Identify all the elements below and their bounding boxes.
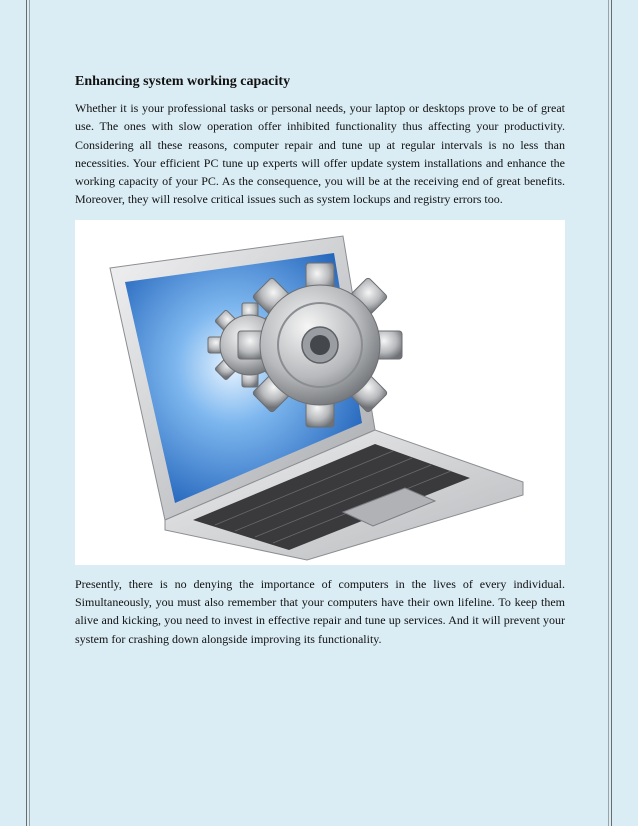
large-gear-icon (238, 263, 402, 427)
laptop-gears-image (75, 220, 565, 565)
article-heading: Enhancing system working capacity (75, 74, 291, 89)
page-border-left (26, 0, 27, 826)
article (75, 74, 565, 648)
page-border-left-inner (29, 0, 30, 826)
page-border-right-inner (608, 0, 609, 826)
article-paragraph-2: Presently, there is no denying the importance of computers in the lives of every individual. Simultaneously, you must also remember that your computers have their own lifeline. To keep them alive and kicking, you need to invest in effective repair and tune up services. And it will prevent your system for crashing down alongside improving its functionality. (75, 576, 565, 646)
page-border-right (611, 0, 612, 826)
laptop-gears-illustration (75, 220, 565, 565)
article-paragraph-1: Whether it is your professional tasks or personal needs, your laptop or desktops prove to be of great use. The ones with slow operation offer inhibited functionality thus affecting your productivity. Considering all these reasons, computer repair and tune up at regular intervals is no less than necessities. Your efficient PC tune up experts will offer update system installations and enhance the working capacity of your PC. As the consequence, you will be at the receiving end of great benefits. Moreover, they will resolve critical issues such as system lockups and registry errors too. (75, 101, 565, 207)
